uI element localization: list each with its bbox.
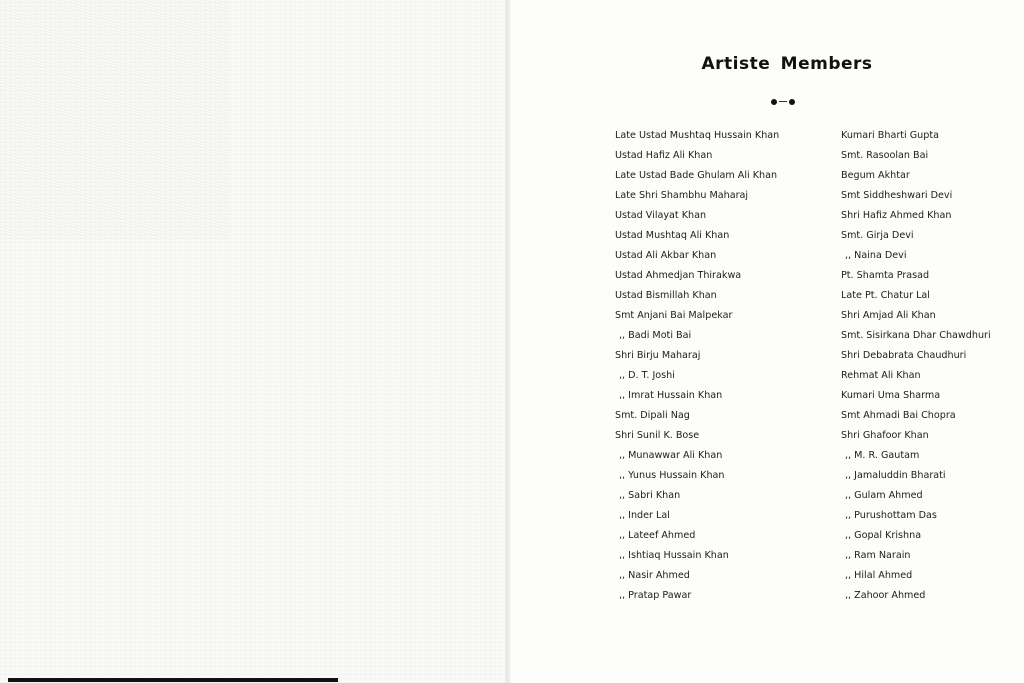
member-name: Smt. Girja Devi: [841, 230, 914, 241]
blank-left-page: [0, 0, 508, 683]
member-name: ,, Imrat Hussain Khan: [619, 390, 723, 401]
member-name: ,, Lateef Ahmed: [619, 530, 696, 541]
member-name: Shri Debabrata Chaudhuri: [841, 350, 967, 361]
member-name: Late Pt. Chatur Lal: [841, 290, 930, 301]
member-name: ,, Purushottam Das: [845, 510, 937, 521]
member-name: Shri Sunil K. Bose: [615, 430, 700, 441]
member-name: ,, Pratap Pawar: [619, 590, 692, 601]
member-name: Ustad Hafiz Ali Khan: [615, 150, 713, 161]
member-name: Late Shri Shambhu Maharaj: [615, 190, 749, 201]
member-name: ,, Gulam Ahmed: [845, 490, 923, 501]
member-name: Shri Hafiz Ahmed Khan: [841, 210, 952, 221]
member-name: Smt Ahmadi Bai Chopra: [841, 410, 956, 421]
page-bottom-edge: [8, 678, 338, 682]
member-name: ,, M. R. Gautam: [845, 450, 920, 461]
member-name: ,, Naina Devi: [845, 250, 907, 261]
member-name: Late Ustad Mushtaq Hussain Khan: [615, 130, 780, 141]
show-through-texture: [0, 0, 230, 240]
member-name: Pt. Shamta Prasad: [841, 270, 930, 281]
ornament-dot-icon: [771, 99, 777, 105]
member-name: Ustad Mushtaq Ali Khan: [615, 230, 730, 241]
member-name: ,, Munawwar Ali Khan: [619, 450, 723, 461]
member-name: Ustad Vilayat Khan: [615, 210, 707, 221]
member-name: Smt. Rasoolan Bai: [841, 150, 929, 161]
member-name: ,, Sabri Khan: [619, 490, 681, 501]
member-name: Smt Siddheshwari Devi: [841, 190, 953, 201]
member-name: Smt Anjani Bai Malpekar: [615, 310, 733, 321]
member-name: ,, Gopal Krishna: [845, 530, 922, 541]
member-name: ,, Inder Lal: [619, 510, 670, 521]
page-title: Artiste Members: [701, 54, 873, 74]
member-name: ,, Badi Moti Bai: [619, 330, 692, 341]
ornament-dot-icon: [789, 99, 795, 105]
ornament-dash-icon: [779, 101, 787, 102]
member-name: Ustad Ali Akbar Khan: [615, 250, 717, 261]
member-name: Shri Amjad Ali Khan: [841, 310, 936, 321]
member-name: Smt. Dipali Nag: [615, 410, 690, 421]
member-name: ,, Yunus Hussain Khan: [619, 470, 725, 481]
member-name: Kumari Uma Sharma: [841, 390, 941, 401]
artiste-members-page: [511, 0, 1024, 683]
member-name: Kumari Bharti Gupta: [841, 130, 939, 141]
member-name: ,, Hilal Ahmed: [845, 570, 913, 581]
member-name: Shri Ghafoor Khan: [841, 430, 929, 441]
member-name: ,, D. T. Joshi: [619, 370, 675, 381]
member-name: ,, Zahoor Ahmed: [845, 590, 926, 601]
member-name: Smt. Sisirkana Dhar Chawdhuri: [841, 330, 991, 341]
member-name: Ustad Bismillah Khan: [615, 290, 717, 301]
member-name: Begum Akhtar: [841, 170, 910, 181]
member-name: Late Ustad Bade Ghulam Ali Khan: [615, 170, 778, 181]
ornament-divider: [767, 97, 801, 107]
member-name: Ustad Ahmedjan Thirakwa: [615, 270, 742, 281]
members-left-column: [615, 126, 835, 606]
members-right-column: [841, 126, 1021, 606]
member-name: Shri Birju Maharaj: [615, 350, 701, 361]
member-name: ,, Nasir Ahmed: [619, 570, 690, 581]
member-name: ,, Jamaluddin Bharati: [845, 470, 946, 481]
member-name: Rehmat Ali Khan: [841, 370, 921, 381]
member-name: ,, Ishtiaq Hussain Khan: [619, 550, 729, 561]
member-name: ,, Ram Narain: [845, 550, 911, 561]
